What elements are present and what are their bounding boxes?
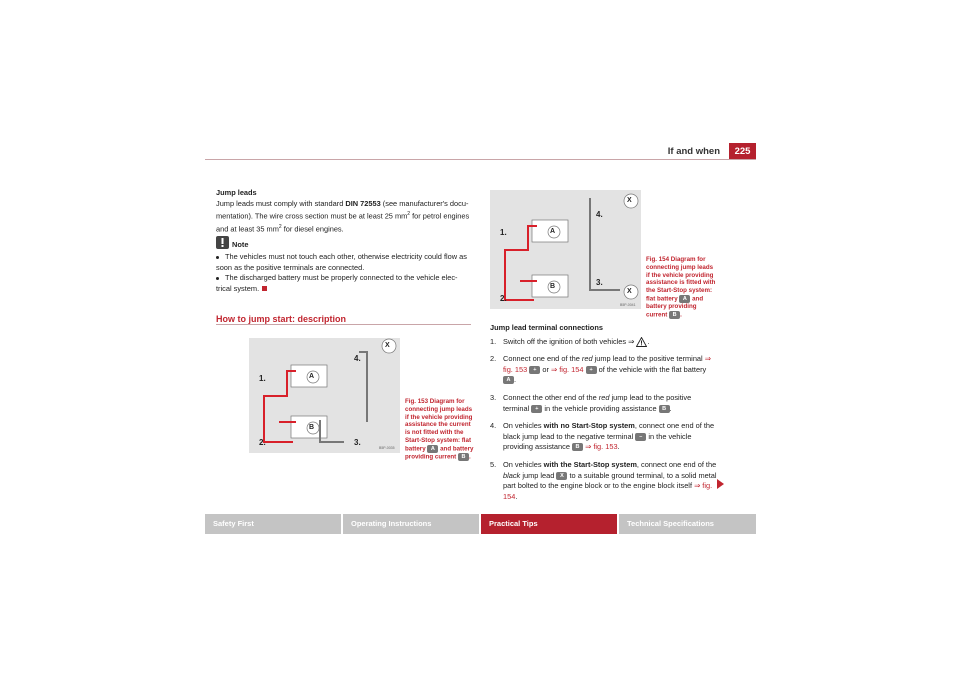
step-3-text-a: Connect the other end of the xyxy=(503,392,599,402)
superscript: 2 xyxy=(407,211,411,218)
fig154-label-4: 4. xyxy=(596,210,603,219)
badge-b: B xyxy=(659,405,670,413)
fig153-label-4: 4. xyxy=(354,354,361,363)
din-standard: DIN 72553 xyxy=(345,198,381,208)
fig154-label-x: X xyxy=(627,197,632,204)
fig153-label-x: X xyxy=(385,342,390,349)
badge-a: A xyxy=(679,295,690,303)
figure-154-caption-text-a: Fig. 154 Diagram for connecting jump leads if the vehicle providing assistance is fitted with the Start-Stop system: flat battery xyxy=(646,256,716,303)
step-4: 4. On vehicles with no Start-Stop system, connect one end of the black jump lead to the negative terminal – in the vehicle providing assistance B ⇒ fig. 153. xyxy=(490,421,715,452)
figure-153-caption-text-a: Fig. 153 Diagram for connecting jump leads if the vehicle providing assistance the current is not fitted with the Start-Stop system: flat battery xyxy=(405,398,473,453)
badge-a: A xyxy=(503,376,514,384)
step-5-text-d: to a suitable ground terminal, to a solid metal part bolted to the engine block or to the engine block itself xyxy=(503,470,717,491)
header-rule xyxy=(205,159,756,160)
step-2-or: or xyxy=(540,364,551,374)
connections-heading: Jump lead terminal connections xyxy=(490,323,603,332)
step-number: 5. xyxy=(490,459,497,469)
fig154-code: B5P-0041 xyxy=(620,303,636,307)
step-number: 2. xyxy=(490,354,497,364)
step-3-text-b: jump lead to the positive terminal xyxy=(503,392,692,413)
step-4-text-b: , connect one end of the black jump lead to the negative terminal xyxy=(503,421,715,441)
fig-153-link[interactable]: ⇒ fig. 153 xyxy=(503,354,711,374)
step-number: 4. xyxy=(490,421,497,431)
bullet-icon xyxy=(216,277,219,280)
note-icon xyxy=(216,236,229,249)
badge-b: B xyxy=(572,443,583,451)
end-mark-icon xyxy=(262,286,267,291)
jump-leads-block xyxy=(216,188,471,235)
badge-minus: – xyxy=(635,433,646,441)
badge-b: B xyxy=(458,453,469,461)
note-bullet-1-text: The vehicles must not touch each other, otherwise electricity could flow as soon as the positive terminals are connected. xyxy=(216,252,467,272)
figure-154 xyxy=(490,190,641,309)
step-5: 5. On vehicles with the Start-Stop system, connect one end of the black jump lead X to a suitable ground terminal, to a solid metal part bolted to the engine block or to the engine block itself ⇒ fig. 154. xyxy=(490,459,717,501)
step-number: 3. xyxy=(490,392,497,402)
jump-leads-text-a: Jump leads must comply with standard xyxy=(216,198,346,208)
jump-leads-text-c: for petrol engines and at least 35 mm xyxy=(216,211,470,234)
badge-b: B xyxy=(669,311,680,319)
step-2-text-c: of the vehicle with the flat battery xyxy=(596,364,707,374)
step-number: 1. xyxy=(490,336,497,346)
continue-arrow-icon xyxy=(717,479,724,489)
page-header-title: If and when xyxy=(667,146,720,157)
fig153-code: B5P-0035 xyxy=(379,446,395,450)
jump-leads-paragraph xyxy=(216,199,471,236)
footer-tab-operating-instructions[interactable]: Operating Instructions xyxy=(343,514,479,534)
figure-153-diagram xyxy=(249,338,400,453)
step-5-black: black xyxy=(503,470,521,480)
footer-tab-safety-first[interactable]: Safety First xyxy=(205,514,341,534)
figure-154-caption: Fig. 154 Diagram for connecting jump leads if the vehicle providing assistance is fitted with the Start-Stop system: flat battery A and battery providing current B . xyxy=(646,256,716,319)
footer-tab-practical-tips[interactable]: Practical Tips xyxy=(481,514,617,534)
superscript: 2 xyxy=(278,224,282,231)
jump-leads-text-b: (see manufacturer's docu-mentation). The wire cross section must be at least 25 mm xyxy=(216,198,469,221)
bullet-icon xyxy=(216,256,219,259)
figure-153 xyxy=(249,338,400,453)
section-title: How to jump start: description xyxy=(216,314,347,324)
steps-list xyxy=(490,337,718,503)
fig153-label-1: 1. xyxy=(259,374,266,383)
step-5-text-b: , connect one end of the xyxy=(636,459,717,469)
figure-153-caption: Fig. 153 Diagram for connecting jump leads if the vehicle providing assistance the current is not fitted with the Start-Stop system: flat battery A and battery providing current B . xyxy=(405,398,474,461)
figure-153-caption-text-b: and battery providing current xyxy=(405,445,474,461)
note-body xyxy=(216,252,473,294)
jump-leads-heading: Jump leads xyxy=(216,188,257,197)
step-3: 3. Connect the other end of the red jump lead to the positive terminal + in the vehicle providing assistance B . xyxy=(490,392,692,413)
footer-tab-technical-specifications[interactable]: Technical Specifications xyxy=(619,514,756,534)
step-1: 1. Switch off the ignition of both vehicles ⇒ . xyxy=(490,336,650,346)
step-5-text-c: jump lead xyxy=(520,470,555,480)
fig-154-link[interactable]: ⇒ fig. 154 xyxy=(551,364,584,374)
figure-154-diagram xyxy=(490,190,641,309)
step-2-text-a: Connect one end of the xyxy=(503,354,582,364)
jump-leads-text-d: for diesel engines. xyxy=(281,224,344,234)
step-4-text-a: On vehicles xyxy=(503,421,544,431)
step-3-red: red xyxy=(598,392,610,402)
badge-plus: + xyxy=(531,405,542,413)
badge-x: X xyxy=(556,472,567,480)
fig-154-link[interactable]: ⇒ fig. 154 xyxy=(503,481,713,501)
step-1-text: Switch off the ignition of both vehicles ⇒ xyxy=(503,336,635,346)
fig154-label-2: 2. xyxy=(500,294,507,303)
note-bullet-2 xyxy=(216,273,473,294)
fig154-label-x2: X xyxy=(627,288,632,295)
note-title: Note xyxy=(232,240,249,249)
step-2-text-b: jump lead to the positive terminal xyxy=(592,354,703,364)
step-3-text-c: in the vehicle providing assistance xyxy=(542,403,657,413)
fig-153-link[interactable]: ⇒ fig. 153 xyxy=(585,442,618,452)
fig154-label-a: A xyxy=(550,228,556,235)
step-5-bold: with the Start-Stop system xyxy=(543,459,637,469)
fig153-label-3: 3. xyxy=(354,438,361,447)
fig153-label-2: 2. xyxy=(259,438,266,447)
page-number: 225 xyxy=(729,143,756,160)
badge-plus: + xyxy=(586,366,597,374)
section-rule xyxy=(216,324,471,325)
note-bullet-1 xyxy=(216,252,473,273)
fig154-label-b: B xyxy=(550,283,556,290)
note-bullet-2-text: The discharged battery must be properly connected to the vehicle elec-trical system. xyxy=(216,273,458,293)
fig153-label-b: B xyxy=(309,424,315,431)
step-2-red: red xyxy=(581,354,593,364)
step-4-bold: with no Start-Stop system xyxy=(543,421,635,431)
fig154-label-1: 1. xyxy=(500,228,507,237)
step-5-text-a: On vehicles xyxy=(503,459,544,469)
fig154-label-3: 3. xyxy=(596,278,603,287)
fig153-label-a: A xyxy=(309,373,315,380)
warning-icon xyxy=(636,337,647,347)
badge-plus: + xyxy=(529,366,540,374)
step-4-text-c: in the vehicle providing assistance xyxy=(503,431,692,452)
figure-154-caption-text-b: and battery providing current xyxy=(646,295,704,319)
badge-a: A xyxy=(427,445,438,453)
step-2: 2. Connect one end of the red jump lead to the positive terminal ⇒ fig. 153 + or ⇒ fig. 154 + of the vehicle with the flat battery A . xyxy=(490,354,711,385)
connections-block xyxy=(490,323,718,509)
